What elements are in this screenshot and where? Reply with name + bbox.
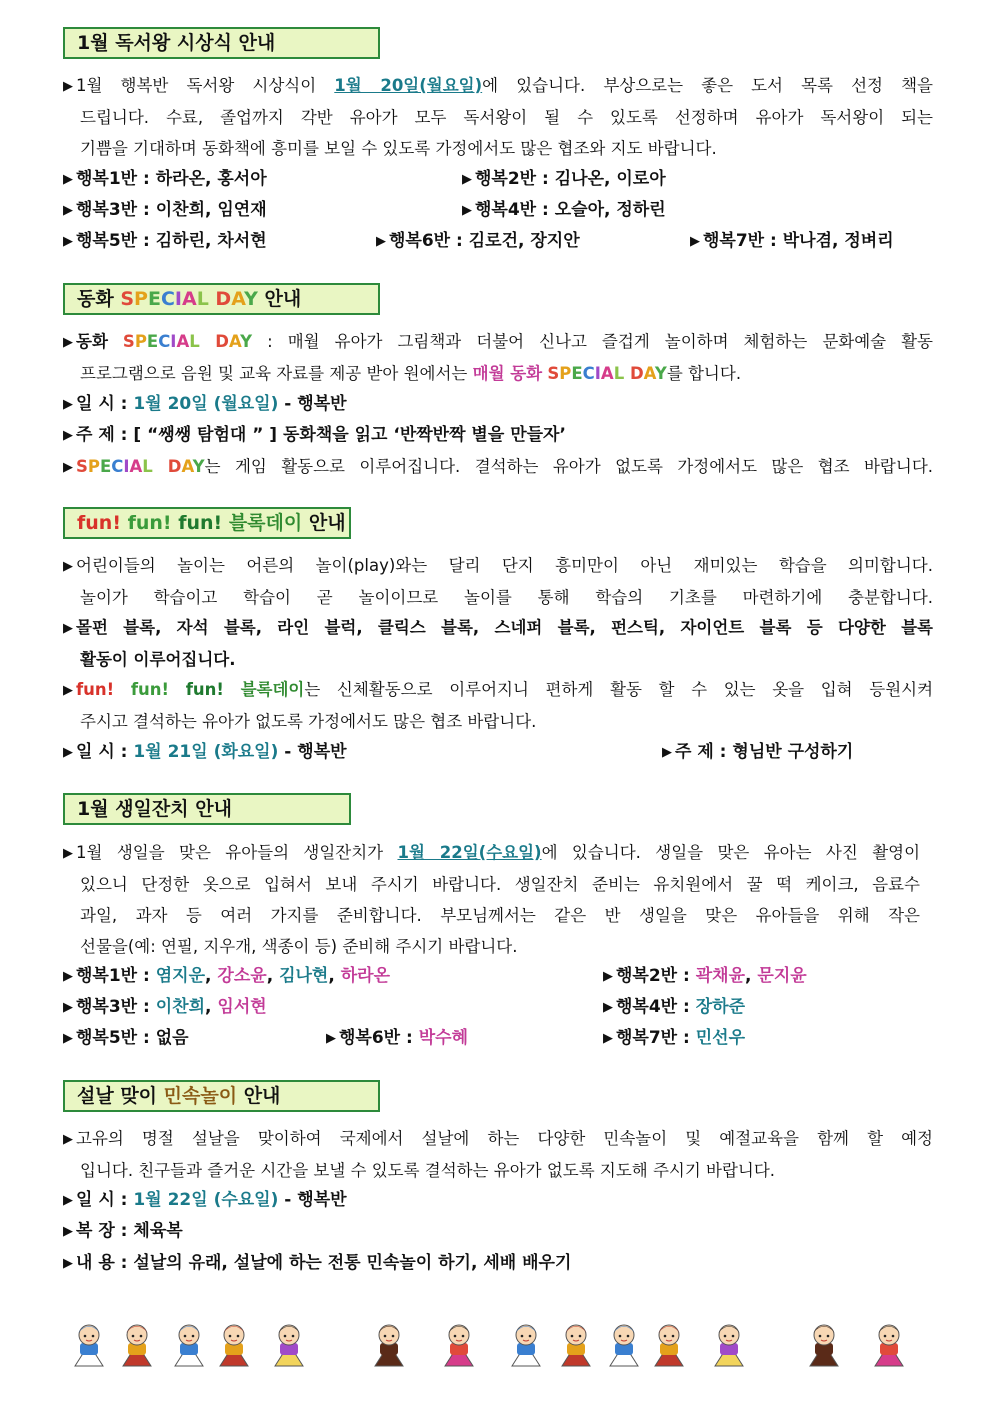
- korean-child-hanbok-icon: [65, 1318, 113, 1368]
- bullet-triangle-icon: ▶: [462, 203, 472, 218]
- bullet-triangle-icon: ▶: [63, 1031, 73, 1046]
- birthday-class-3: ▶ 행복3반 : 이찬희, 임서현: [63, 992, 267, 1023]
- bullet-triangle-icon: ▶: [63, 428, 73, 443]
- lunar-new-year-date: ▶ 일 시 : 1월 22일 (수요일) - 행복반: [63, 1185, 347, 1216]
- bullet-triangle-icon: ▶: [603, 969, 613, 984]
- birthday-class-2: ▶ 행복2반 : 곽채윤, 문지윤: [603, 961, 807, 992]
- bullet-triangle-icon: ▶: [603, 1031, 613, 1046]
- reading-award-paragraph: ▶ 1월 행복반 독서왕 시상식이 1월 20일(월요일)에 있습니다. 부상으로는 좋은 도서 목록 선정 책을 드립니다. 수료, 졸업까지 각반 유아가 모두 독서왕이 될 수 있도록 선정하며 유아가 독서왕이 되는 기쁨을 기대하며 동화책에 흥미를 보일 수 있도록 가정에서도 많은 협조와 지도 바랍니다.: [63, 70, 933, 164]
- korean-child-hanbok-icon: [165, 1318, 213, 1368]
- award-class-3: ▶ 행복3반 : 이찬희, 임연재: [63, 195, 267, 226]
- korean-child-hanbok-icon: [645, 1318, 693, 1368]
- korean-child-hanbok-icon: [435, 1318, 483, 1368]
- lunar-new-year-attire: ▶ 복 장 : 체육복: [63, 1216, 183, 1247]
- bullet-triangle-icon: ▶: [63, 1000, 73, 1015]
- bullet-triangle-icon: ▶: [63, 460, 73, 475]
- bullet-triangle-icon: ▶: [63, 1224, 73, 1239]
- birthday-class-5: ▶ 행복5반 : 없음: [63, 1023, 189, 1054]
- bullet-triangle-icon: ▶: [63, 1193, 73, 1208]
- korean-child-hanbok-icon: [365, 1318, 413, 1368]
- korean-children-border: [65, 1318, 895, 1368]
- special-day-theme: ▶ 주 제 : [ “쌩쌩 탐험대 ” ] 동화책을 읽고 ‘반짝반짝 별을 만들자’: [63, 420, 566, 451]
- korean-child-hanbok-icon: [800, 1318, 848, 1368]
- bullet-triangle-icon: ▶: [63, 683, 73, 698]
- award-class-6: ▶ 행복6반 : 김로건, 장지안: [376, 226, 580, 257]
- lunar-new-year-content: ▶ 내 용 : 설날의 유래, 설날에 하는 전통 민속놀이 하기, 세배 배우기: [63, 1248, 571, 1279]
- bullet-triangle-icon: ▶: [63, 335, 73, 350]
- award-class-5: ▶ 행복5반 : 김하린, 차서현: [63, 226, 267, 257]
- bullet-triangle-icon: ▶: [662, 745, 672, 760]
- award-class-1: ▶ 행복1반 : 하라온, 홍서아: [63, 164, 267, 195]
- bullet-triangle-icon: ▶: [63, 621, 73, 636]
- bullet-triangle-icon: ▶: [63, 1256, 73, 1271]
- korean-child-hanbok-icon: [210, 1318, 258, 1368]
- bullet-triangle-icon: ▶: [63, 846, 73, 861]
- bullet-triangle-icon: ▶: [63, 234, 73, 249]
- korean-child-hanbok-icon: [600, 1318, 648, 1368]
- bullet-triangle-icon: ▶: [63, 1132, 73, 1147]
- bullet-triangle-icon: ▶: [63, 559, 73, 574]
- bullet-triangle-icon: ▶: [63, 969, 73, 984]
- bullet-triangle-icon: ▶: [63, 397, 73, 412]
- korean-child-hanbok-icon: [865, 1318, 913, 1368]
- section-title-reading-award: 1월 독서왕 시상식 안내: [63, 27, 380, 59]
- birthday-paragraph: ▶ 1월 생일을 맞은 유아들의 생일잔치가 1월 22일(수요일)에 있습니다. 생일을 맞은 유아는 사진 촬영이 있으니 단정한 옷으로 입혀서 보내 주시기 바랍니다. 생일잔치 준비는 유치원에서 꿀 떡 케이크, 음료수 과일, 과자 등 여러 가지를 준비합니다. 부모님께서는 같은 반 생일을 맞은 유아들을 위해 작은 선물을(예: 연필, 지우개, 색종이 등) 준비해 주시기 바랍니다.: [63, 837, 920, 962]
- bullet-triangle-icon: ▶: [376, 234, 386, 249]
- birthday-class-1: ▶ 행복1반 : 염지운, 강소윤, 김나현, 하라온: [63, 961, 390, 992]
- special-day-note: ▶ SPECIAL DAY는 게임 활동으로 이루어집니다. 결석하는 유아가 없도록 가정에서도 많은 협조 바랍니다.: [63, 451, 933, 483]
- birthday-class-6: ▶ 행복6반 : 박수혜: [326, 1023, 468, 1054]
- bullet-triangle-icon: ▶: [63, 79, 73, 94]
- section-title-lunar-new-year: 설날 맞이 민속놀이 안내: [63, 1080, 380, 1112]
- special-day-date: ▶ 일 시 : 1월 20일 (월요일) - 행복반: [63, 389, 347, 420]
- lunar-new-year-paragraph: ▶ 고유의 명절 설날을 맞이하여 국제에서 설날에 하는 다양한 민속놀이 및 예절교육을 함께 할 예정 입니다. 친구들과 즐거운 시간을 보낼 수 있도록 결석하는 유아가 없도록 지도해 주시기 바랍니다.: [63, 1123, 933, 1186]
- bullet-triangle-icon: ▶: [63, 745, 73, 760]
- birthday-class-7: ▶ 행복7반 : 민선우: [603, 1023, 745, 1054]
- section-title-special-day: 동화 SPECIAL DAY 안내: [63, 283, 380, 315]
- bullet-triangle-icon: ▶: [63, 172, 73, 187]
- korean-child-hanbok-icon: [265, 1318, 313, 1368]
- korean-child-hanbok-icon: [552, 1318, 600, 1368]
- korean-child-hanbok-icon: [113, 1318, 161, 1368]
- korean-child-hanbok-icon: [705, 1318, 753, 1368]
- bullet-triangle-icon: ▶: [63, 203, 73, 218]
- block-day-paragraph-1: ▶ 어린이들의 놀이는 어른의 놀이(play)와는 달리 단지 흥미만이 아닌 재미있는 학습을 의미합니다. 놀이가 학습이고 학습이 곧 놀이이므로 놀이를 통해 학습의 기초를 마련하기에 충분합니다.: [63, 550, 933, 613]
- bullet-triangle-icon: ▶: [690, 234, 700, 249]
- special-day-paragraph: ▶ 동화 SPECIAL DAY : 매월 유아가 그림책과 더불어 신나고 즐겁게 놀이하며 체험하는 문화예술 활동 프로그램으로 음원 및 교육 자료를 제공 받아 원에서는 매월 동화 SPECIAL DAY를 합니다.: [63, 326, 933, 389]
- block-day-paragraph-2: ▶ 몰펀 블록, 자석 블록, 라인 블럭, 클릭스 블록, 스네퍼 블록, 펀스틱, 자이언트 블록 등 다양한 블록 활동이 이루어집니다.: [63, 612, 933, 675]
- section-title-birthday: 1월 생일잔치 안내: [63, 793, 351, 825]
- block-day-date: ▶ 일 시 : 1월 21일 (화요일) - 행복반: [63, 737, 347, 768]
- special-day-rainbow-text: SPECIAL DAY: [120, 288, 258, 310]
- award-class-7: ▶ 행복7반 : 박나겸, 정벼리: [690, 226, 894, 257]
- korean-child-hanbok-icon: [502, 1318, 550, 1368]
- bullet-triangle-icon: ▶: [326, 1031, 336, 1046]
- section-title-block-day: fun! fun! fun! 블록데이 안내: [63, 507, 351, 539]
- block-day-paragraph-3: ▶ fun! fun! fun! 블록데이는 신체활동으로 이루어지니 편하게 활동 할 수 있는 옷을 입혀 등원시켜 주시고 결석하는 유아가 없도록 가정에서도 많은 협조 바랍니다.: [63, 674, 933, 737]
- birthday-class-4: ▶ 행복4반 : 장하준: [603, 992, 745, 1023]
- bullet-triangle-icon: ▶: [603, 1000, 613, 1015]
- block-day-theme: ▶ 주 제 : 형님반 구성하기: [662, 737, 853, 768]
- award-class-4: ▶ 행복4반 : 오슬아, 정하린: [462, 195, 666, 226]
- award-class-2: ▶ 행복2반 : 김나온, 이로아: [462, 164, 666, 195]
- bullet-triangle-icon: ▶: [462, 172, 472, 187]
